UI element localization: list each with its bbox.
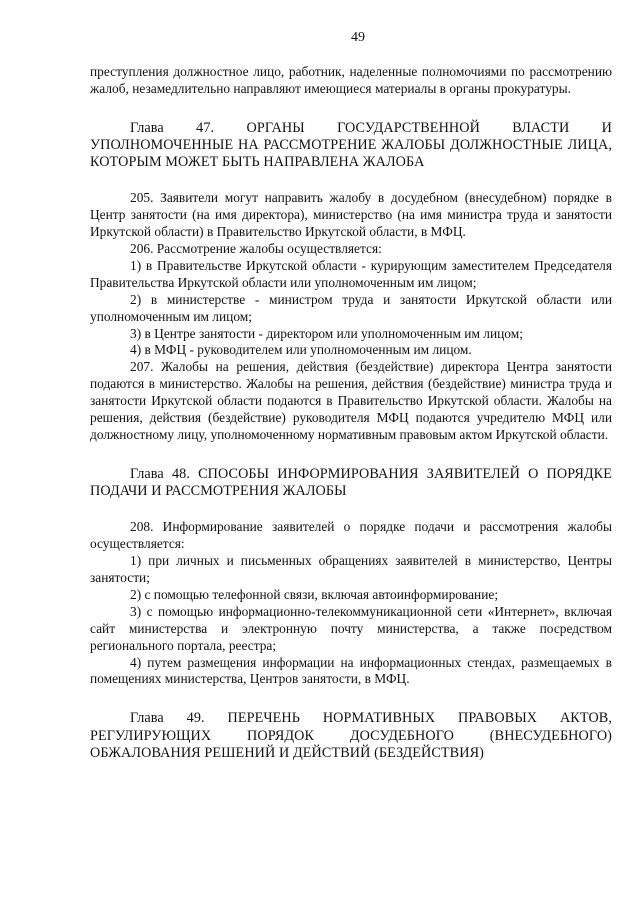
paragraph-208: 208. Информирование заявителей о порядке подачи и рассмотрения жалобы осуществляется:: [90, 519, 612, 552]
paragraph-208-item-3: 3) с помощью информационно-телекоммуникационной сети «Интернет», включая сайт министерства и электронную почту министерства, а также посредством регионального портала, реестра;: [90, 603, 612, 653]
paragraph-206-item-4: 4) в МФЦ - руководителем или уполномоченным им лицом.: [130, 342, 472, 358]
spacer: [90, 171, 612, 190]
paragraph-206-item-1: 1) в Правительстве Иркутской области - курирующим заместителем Председателя Правительства Иркутской области или уполномоченным им лицом;: [90, 257, 612, 290]
paragraph-208-item-4: 4) путем размещения информации на информационных стендах, размещаемых в помещениях министерства, Центров занятости, в МФЦ.: [90, 654, 612, 687]
paragraph-208-item-1: 1) при личных и письменных обращениях заявителей в министерство, Центры занятости;: [90, 553, 612, 586]
paragraph-208-item-2: 2) с помощью телефонной связи, включая автоинформирование;: [130, 586, 499, 602]
chapter-49-heading: Глава 49. ПЕРЕЧЕНЬ НОРМАТИВНЫХ ПРАВОВЫХ АКТОВ, РЕГУЛИРУЮЩИХ ПОРЯДОК ДОСУДЕБНОГО (ВНЕСУДЕБНОГО) ОБЖАЛОВАНИЯ РЕШЕНИЙ И ДЕЙСТВИЙ (БЕЗДЕЙСТВИЯ): [90, 710, 612, 761]
page-number: 49: [351, 30, 365, 45]
spacer: [90, 500, 612, 519]
paragraph-206: 206. Рассмотрение жалобы осуществляется:: [130, 241, 382, 257]
document-page: [90, 30, 612, 762]
spacer: [90, 444, 612, 466]
chapter-47-heading: Глава 47. ОРГАНЫ ГОСУДАРСТВЕННОЙ ВЛАСТИ И УПОЛНОМОЧЕННЫЕ НА РАССМОТРЕНИЕ ЖАЛОБЫ ДОЛЖНОСТНЫЕ ЛИЦА, КОТОРЫМ МОЖЕТ БЫТЬ НАПРАВЛЕНА ЖАЛОБА: [90, 119, 612, 171]
intro-continuation-paragraph: преступления должностное лицо, работник, наделенные полномочиями по рассмотрению жалоб, незамедлительно направляют имеющиеся материалы в органы прокуратуры.: [90, 63, 612, 96]
paragraph-207: 207. Жалобы на решения, действия (бездействие) директора Центра занятости подаются в министерство. Жалобы на решения, действия (бездействие) министра труда и занятости Иркутской области подаются в Правительство Иркутской области. Жалобы на решения, действия (бездействие) руководителя МФЦ подаются учредителю МФЦ или должностному лицу, уполномоченному нормативным правовым актом Иркутской области.: [90, 359, 612, 443]
spacer: [90, 98, 612, 120]
spacer: [90, 688, 612, 710]
chapter-48-heading: Глава 48. СПОСОБЫ ИНФОРМИРОВАНИЯ ЗАЯВИТЕЛЕЙ О ПОРЯДКЕ ПОДАЧИ И РАССМОТРЕНИЯ ЖАЛОБЫ: [90, 465, 612, 500]
paragraph-205: 205. Заявители могут направить жалобу в досудебном (внесудебном) порядке в Центр занятости (на имя директора), министерство (на имя министра труда и занятости Иркутской области) в Правительство Иркутской области, в МФЦ.: [90, 190, 612, 240]
paragraph-206-item-3: 3) в Центре занятости - директором или уполномоченным им лицом;: [130, 325, 523, 341]
paragraph-206-item-2: 2) в министерстве - министром труда и занятости Иркутской области или уполномоченным им лицом;: [90, 291, 612, 324]
